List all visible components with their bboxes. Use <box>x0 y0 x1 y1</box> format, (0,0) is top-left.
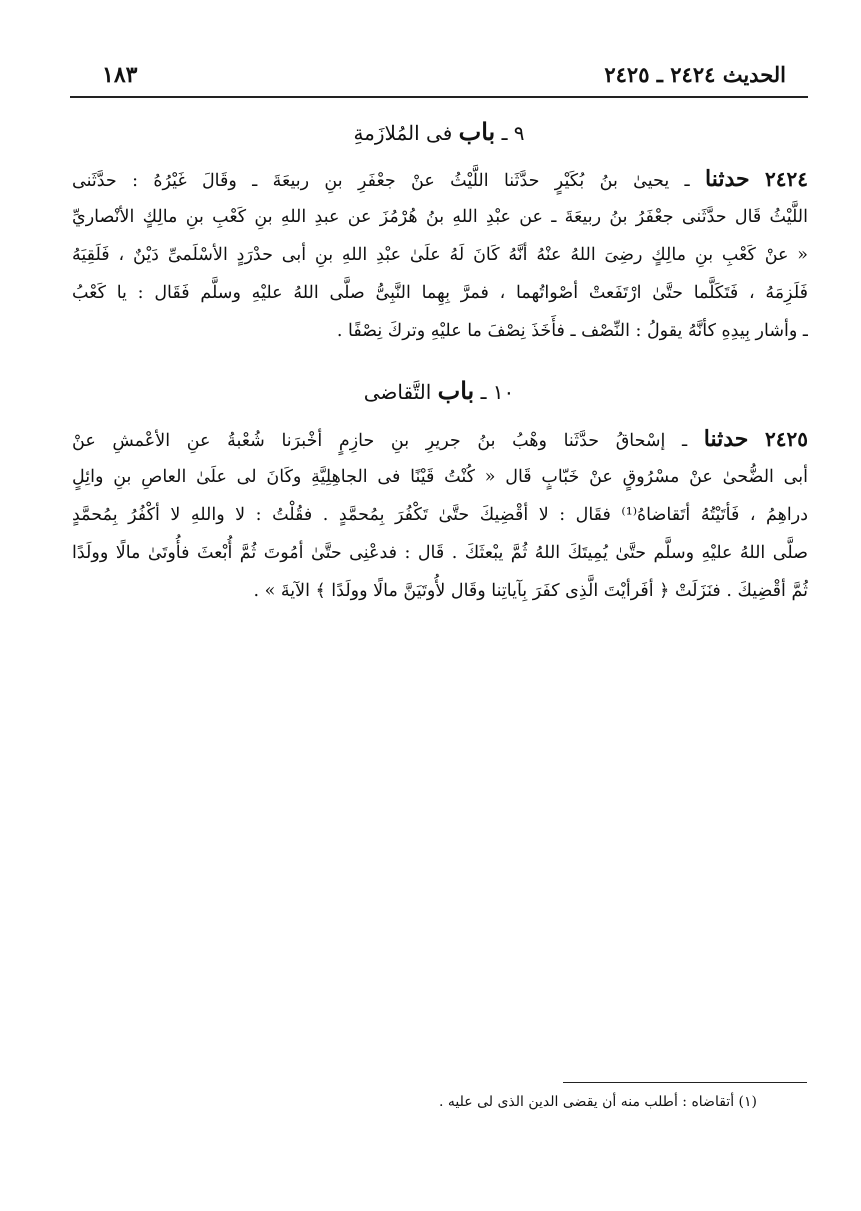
chapter-number: ٩ ـ <box>501 121 525 145</box>
footnote: (١) أتقاضاه : أطلب منه أن يقضى الدين الذى لى عليه . <box>439 1094 757 1110</box>
running-title: الحديث ٢٤٢٤ ـ ٢٤٢٥ <box>604 62 786 87</box>
header-divider <box>70 96 808 98</box>
haddathana-word: حدثنا <box>703 426 749 452</box>
hadith-line: ثُمَّ أقْضِيكَ . فنَزَلَتْ ﴿ أفَرأيْتَ الَّذِى كفَرَ بِآياتِنا وقَال لأُوتَيَنَّ مالًا وولَدًا ﴾ الآيةَ » . <box>253 581 808 601</box>
chapter-title: التَّقاضى <box>363 380 432 404</box>
hadith-line: اللَّيْثُ قَال حدَّثَنى جعْفَرُ بنُ ربيعَةَ ـ عن عبْدِ اللهِ بنُ هُرْمُزَ عن عبدِ اللهِ بنِ كَعْبِ بنِ مالِكٍ الأنْصاريِّ <box>72 207 808 227</box>
hadith-2424 <box>72 160 808 350</box>
hadith-line <box>72 420 808 458</box>
hadith-number: ٢٤٢٥ <box>765 427 808 451</box>
page-header <box>70 58 808 98</box>
hadith-line: دراهِمُ ، فَأتَيْتُهُ أتَقاضاهُ⁽¹⁾ فقَال : لا أقْضِيكَ حتَّىٰ تَكْفُرَ بِمُحمَّدٍ . فقُلْتُ : لا واللهِ لا أكْفُرُ بِمُحمَّدٍ <box>72 505 808 525</box>
hadith-line: فَلَزِمَهُ ، فَتَكَلَّما حتَّىٰ ارْتَفَعتْ أصْواتُهما ، فمرَّ بِهِما النَّبِىُّ صلَّى اللهُ عليْهِ وسلَّم فَقَال : يا كَعْبُ <box>72 283 808 303</box>
hadith-text: ـ إسْحاقُ حدَّثَنا وهْبُ بنُ جريرِ بنِ حازِمٍ أخْبرَنا شُعْبةُ عنِ الأعْمشِ عنْ <box>72 431 688 451</box>
hadith-line <box>72 160 808 198</box>
chapter-title: فى المُلازَمةِ <box>353 121 453 145</box>
haddathana-word: حدثنا <box>705 166 750 192</box>
chapter-heading-9 <box>70 117 808 146</box>
chapter-number: ١٠ ـ <box>480 380 515 404</box>
hadith-line: ـ وأشار بِيدِهِ كأنَّهُ يقولُ : النِّصْف ـ فأَخَذَ نِصْفَ ما عليْهِ وتركَ نِصْفًا . <box>336 321 808 341</box>
hadith-text: ـ يحيىٰ بنُ بُكَيْرٍ حدَّثَنا اللَّيْثُ عنْ جعْفَرِ بنِ ربيعَةَ ـ وقَالَ غَيْرُهُ : حدَّثَنى <box>72 171 690 191</box>
hadith-line: صلَّى اللهُ عليْهِ وسلَّم حتَّىٰ يُمِيتَكَ اللهُ ثُمَّ يبْعثَكَ . قَال : فدعْنِى حتَّىٰ أمُوتَ ثُمَّ أُبْعثَ فأُوتَىٰ مالًا وولَدًا <box>72 543 808 563</box>
hadith-line: « عنْ كَعْبِ بنِ مالِكٍ رضِىَ اللهُ عنْهُ أنَّهُ كَانَ لَهُ علَىٰ عبْدِ اللهِ بنِ أبى حدْرَدٍ الأسْلَمىِّ دَيْنٌ ، فَلَقِيَهُ <box>72 245 808 265</box>
hadith-number: ٢٤٢٤ <box>765 167 808 191</box>
chapter-bab-word: باب <box>458 117 496 146</box>
chapter-heading-10 <box>70 376 808 405</box>
footnote-divider <box>563 1082 807 1083</box>
page-number: ١٨٣ <box>102 62 138 88</box>
hadith-line: أبى الضُّحىٰ عنْ مسْرُوقٍ عنْ خَبّابٍ قَال « كُنْتُ قَيْنًا فى الجاهِلِيَّةِ وكَانَ لى علَىٰ العاصِ بنِ وائِلٍ <box>72 467 808 487</box>
hadith-2425 <box>72 420 808 610</box>
chapter-bab-word: باب <box>437 376 475 405</box>
